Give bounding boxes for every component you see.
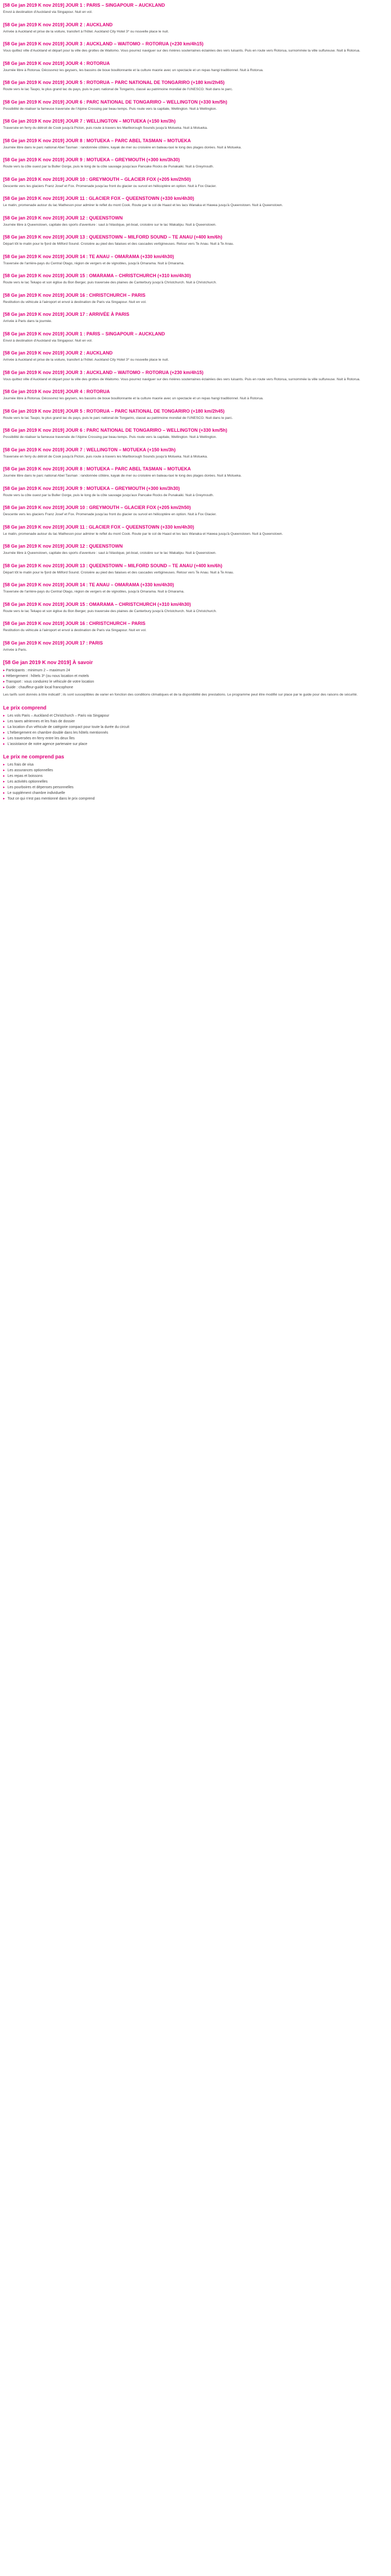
day-title: [58 Ge jan 2019 K nov 2019] JOUR 17 : PARIS	[3, 640, 103, 646]
day-title: [58 Ge jan 2019 K nov 2019] JOUR 16 : CHRISTCHURCH – PARIS	[3, 292, 145, 298]
day-title: [58 Ge jan 2019 K nov 2019] JOUR 15 : OMARAMA – CHRISTCHURCH (+310 km/4h30)	[3, 601, 191, 607]
day-block	[3, 427, 388, 440]
day-block	[3, 504, 388, 518]
list-item-text: Les frais de visa	[7, 762, 34, 767]
list-item-text: Hébergement : hôtels 3* (ou nous location et motels	[6, 674, 89, 678]
day-block	[3, 234, 388, 247]
day-block	[3, 273, 388, 286]
info-section	[3, 660, 388, 698]
day-title: [58 Ge jan 2019 K nov 2019] JOUR 13 : QUEENSTOWN – MILFORD SOUND – TE ANAU (+400 km/6h)	[3, 563, 222, 568]
day-block	[3, 331, 388, 344]
list-item-text: Guide : chauffeur-guide local francophone	[6, 686, 73, 689]
list-item	[3, 785, 388, 790]
day-block	[3, 311, 388, 325]
day-block	[3, 118, 388, 131]
list-item-text: Les vols Paris – Auckland et Christchurch – Paris via Singapour	[7, 714, 109, 718]
bullet-icon: ▸	[3, 779, 6, 784]
list-item	[3, 741, 388, 747]
bullet-icon: ▸	[3, 774, 6, 778]
bullet-icon: ▸	[3, 796, 6, 801]
day-description: Journée libre dans le parc national Abel Tasman : randonnée côtière, kayak de mer ou croisière en bateau-taxi le long des plages dorées. Nuit à Motueka.	[3, 474, 242, 478]
day-title: [58 Ge jan 2019 K nov 2019] JOUR 5 : ROTORUA – PARC NATIONAL DE TONGARIRO (+180 km/2h45)	[3, 408, 225, 414]
excludes-title: Le prix ne comprend pas	[3, 754, 64, 760]
day-description: Envol à destination d'Auckland via Singapour. Nuit en vol.	[3, 10, 93, 14]
day-title: [58 Ge jan 2019 K nov 2019] JOUR 2 : AUCKLAND	[3, 22, 113, 27]
list-item-text: La location d'un véhicule de catégorie compact pour toute la durée du circuit	[7, 725, 129, 729]
day-title: [58 Ge jan 2019 K nov 2019] JOUR 12 : QUEENSTOWN	[3, 215, 123, 221]
day-block	[3, 408, 388, 421]
day-description: Route vers le lac Tekapo et son église du Bon Berger, puis traversée des plaines de Canterbury jusqu'à Christchurch. Nuit à Christchurch.	[3, 609, 217, 613]
day-description: Arrivée à Auckland et prise de la voiture, transfert à l'hôtel. Auckland City Hotel 3* ou nouvelle place le nuit.	[3, 358, 169, 362]
day-block	[3, 41, 388, 54]
list-item-text: Les activités optionnelles	[7, 779, 48, 784]
list-item-text: Participants : minimum 2 – maximum 24	[6, 669, 70, 672]
list-item-text: L'hébergement en chambre double dans les hôtels mentionnés	[7, 731, 108, 735]
list-item-text: Les repas et boissons	[7, 774, 43, 778]
list-item-text: Transport : vous conduirez le véhicule de votre location	[6, 680, 94, 684]
info-title: [58 Ge jan 2019 K nov 2019] À savoir	[3, 660, 93, 666]
day-description: Envol à destination d'Auckland via Singapour. Nuit en vol.	[3, 338, 93, 343]
info-notes: Les tarifs sont donnés à titre indicatif ; ils sont susceptibles de varier en fonction des conditions climatiques et de la disponibilité des prestations. Le programme peut être modifié sur place par le guide pour des raisons de sécurité.	[3, 693, 358, 697]
itinerary-days	[3, 2, 388, 653]
excludes-list	[3, 762, 388, 802]
day-description: Arrivée à Auckland et prise de la voiture, transfert à l'hôtel. Auckland City Hotel 3* ou nouvelle place le nuit.	[3, 29, 169, 33]
day-block	[3, 215, 388, 228]
bullet-icon: ▸	[3, 742, 6, 746]
day-title: [58 Ge jan 2019 K nov 2019] JOUR 10 : GREYMOUTH – GLACIER FOX (+205 km/2h50)	[3, 176, 191, 182]
day-description: Route vers la côte ouest par la Buller Gorge, puis le long de la côte sauvage jusqu'aux Pancake Rocks de Punakaiki. Nuit à Greymouth.	[3, 165, 214, 168]
day-title: [58 Ge jan 2019 K nov 2019] JOUR 4 : ROTORUA	[3, 60, 110, 66]
day-description: Descente vers les glaciers Franz Josef et Fox. Promenade jusqu'au front du glacier ou survol en hélicoptère en option. Nuit à Fox Glacier.	[3, 513, 217, 516]
day-block	[3, 620, 388, 634]
bullet-icon: ▸	[3, 714, 6, 718]
list-item	[3, 730, 388, 736]
bullet-icon: ▸	[3, 762, 6, 767]
bullet-icon: ▸	[3, 768, 6, 772]
day-title: [58 Ge jan 2019 K nov 2019] JOUR 9 : MOTUEKA – GREYMOUTH (+300 km/3h30)	[3, 157, 180, 162]
day-description: Possibilité de réaliser la fameuse traversée de l'Alpine Crossing par beau temps. Puis route vers la capitale, Wellington. Nuit à Wellington.	[3, 435, 217, 439]
includes-title: Le prix comprend	[3, 705, 46, 711]
day-block	[3, 582, 388, 595]
day-description: Restitution du véhicule à l'aéroport et envol à destination de Paris via Singapour. Nuit en vol.	[3, 300, 146, 304]
day-description: Journée libre à Queenstown, capitale des sports d'aventure : saut à l'élastique, jet-boat, croisière sur le lac Wakatipu. Nuit à Queenstown.	[3, 223, 217, 227]
list-item	[3, 724, 388, 730]
bullet-icon: ▸	[3, 719, 6, 723]
day-description: Départ tôt le matin pour le fjord de Milford Sound. Croisière au pied des falaises et des cascades vertigineuses. Retour vers Te Anau. Nuit à Te Anau.	[3, 570, 234, 574]
day-block	[3, 350, 388, 363]
excludes-section	[3, 754, 388, 802]
list-item	[3, 736, 388, 741]
day-description: Le matin, promenade autour du lac Matheson pour admirer le reflet du mont Cook. Route par le col de Haast et les lacs Wanaka et Hawea jusqu'à Queenstown. Nuit à Queenstown.	[3, 532, 283, 536]
list-item	[3, 673, 388, 679]
day-description: Journée libre à Queenstown, capitale des sports d'aventure : saut à l'élastique, jet-boat, croisière sur le lac Wakatipu. Nuit à Queenstown.	[3, 551, 217, 555]
day-description: Route vers le lac Tekapo et son église du Bon Berger, puis traversée des plaines de Canterbury jusqu'à Christchurch. Nuit à Christchurch.	[3, 281, 217, 284]
day-description: Descente vers les glaciers Franz Josef et Fox. Promenade jusqu'au front du glacier ou survol en hélicoptère en option. Nuit à Fox Glacier.	[3, 184, 217, 188]
day-block	[3, 524, 388, 537]
list-item	[3, 790, 388, 796]
list-item	[3, 713, 388, 719]
day-title: [58 Ge jan 2019 K nov 2019] JOUR 15 : OMARAMA – CHRISTCHURCH (+310 km/4h30)	[3, 273, 191, 278]
day-title: [58 Ge jan 2019 K nov 2019] JOUR 17 : ARRIVÉE À PARIS	[3, 312, 129, 317]
list-item	[3, 679, 388, 685]
list-item	[3, 685, 388, 690]
day-description: Journée libre à Rotorua. Découvrez les geysers, les bassins de boue bouillonnante et la culture maorie avec un spectacle et un repas hangi traditionnel. Nuit à Rotorua.	[3, 68, 264, 72]
bullet-icon: ▸	[3, 686, 6, 689]
day-block	[3, 176, 388, 190]
day-title: [58 Ge jan 2019 K nov 2019] JOUR 7 : WELLINGTON – MOTUEKA (+150 km/3h)	[3, 447, 176, 452]
day-block	[3, 138, 388, 151]
day-description: Restitution du véhicule à l'aéroport et envol à destination de Paris via Singapour. Nuit en vol.	[3, 629, 146, 632]
day-title: [58 Ge jan 2019 K nov 2019] JOUR 3 : AUCKLAND – WAITOMO – ROTORUA (+230 km/4h15)	[3, 369, 204, 375]
day-title: [58 Ge jan 2019 K nov 2019] JOUR 7 : WELLINGTON – MOTUEKA (+150 km/3h)	[3, 118, 176, 124]
day-title: [58 Ge jan 2019 K nov 2019] JOUR 8 : MOTUEKA – PARC ABEL TASMAN – MOTUEKA	[3, 466, 191, 471]
list-item-text: Les pourboires et dépenses personnelles	[7, 785, 74, 789]
day-block	[3, 543, 388, 556]
info-list	[3, 668, 388, 690]
day-block	[3, 253, 388, 267]
list-item-text: Les traversées en ferry entre les deux îles	[7, 736, 75, 740]
day-block	[3, 369, 388, 383]
day-title: [58 Ge jan 2019 K nov 2019] JOUR 11 : GLACIER FOX – QUEENSTOWN (+330 km/4h30)	[3, 196, 194, 201]
day-title: [58 Ge jan 2019 K nov 2019] JOUR 12 : QUEENSTOWN	[3, 544, 123, 549]
day-description: Départ tôt le matin pour le fjord de Milford Sound. Croisière au pied des falaises et des cascades vertigineuses. Retour vers Te Anau. Nuit à Te Anau.	[3, 242, 234, 246]
day-title: [58 Ge jan 2019 K nov 2019] JOUR 14 : TE ANAU – OMARAMA (+330 km/4h30)	[3, 582, 174, 587]
day-title: [58 Ge jan 2019 K nov 2019] JOUR 6 : PARC NATIONAL DE TONGARIRO – WELLINGTON (+330 km/5h)	[3, 99, 227, 105]
day-description: Route vers la côte ouest par la Buller Gorge, puis le long de la côte sauvage jusqu'aux Pancake Rocks de Punakaiki. Nuit à Greymouth.	[3, 493, 214, 497]
day-title: [58 Ge jan 2019 K nov 2019] JOUR 2 : AUCKLAND	[3, 350, 113, 355]
list-item	[3, 796, 388, 802]
day-description: Le matin, promenade autour du lac Matheson pour admirer le reflet du mont Cook. Route par le col de Haast et les lacs Wanaka et Hawea jusqu'à Queenstown. Nuit à Queenstown.	[3, 204, 283, 207]
bullet-icon: ▸	[3, 785, 6, 789]
day-description: Route vers le lac Taupo, le plus grand lac du pays, puis le parc national de Tongariro, classé au patrimoine mondial de l'UNESCO. Nuit dans le parc.	[3, 416, 233, 420]
day-description: Possibilité de réaliser la fameuse traversée de l'Alpine Crossing par beau temps. Puis route vers la capitale, Wellington. Nuit à Wellington.	[3, 107, 217, 111]
day-block	[3, 157, 388, 170]
day-title: [58 Ge jan 2019 K nov 2019] JOUR 16 : CHRISTCHURCH – PARIS	[3, 621, 145, 626]
day-block	[3, 447, 388, 460]
day-block	[3, 601, 388, 615]
list-item-text: Le supplément chambre individuelle	[7, 791, 66, 795]
list-item	[3, 762, 388, 768]
bullet-icon: ▸	[3, 669, 6, 672]
list-item-text: L'assistance de notre agence partenaire sur place	[7, 742, 88, 746]
list-item	[3, 773, 388, 779]
day-title: [58 Ge jan 2019 K nov 2019] JOUR 5 : ROTORUA – PARC NATIONAL DE TONGARIRO (+180 km/2h45)	[3, 80, 225, 85]
day-description: Arrivée à Paris.	[3, 648, 27, 652]
day-description: Journée libre dans le parc national Abel Tasman : randonnée côtière, kayak de mer ou croisière en bateau-taxi le long des plages dorées. Nuit à Motueka.	[3, 145, 242, 149]
day-title: [58 Ge jan 2019 K nov 2019] JOUR 13 : QUEENSTOWN – MILFORD SOUND – TE ANAU (+400 km/6h)	[3, 234, 222, 240]
includes-list	[3, 713, 388, 747]
list-item-text: Tout ce qui n'est pas mentionné dans le prix comprend	[7, 796, 95, 801]
bullet-icon: ▸	[3, 680, 6, 684]
day-block	[3, 79, 388, 93]
day-description: Route vers le lac Taupo, le plus grand lac du pays, puis le parc national de Tongariro, classé au patrimoine mondial de l'UNESCO. Nuit dans le parc.	[3, 88, 233, 91]
bullet-icon: ▸	[3, 731, 6, 735]
day-title: [58 Ge jan 2019 K nov 2019] JOUR 11 : GLACIER FOX – QUEENSTOWN (+330 km/4h30)	[3, 524, 194, 530]
day-description: Vous quittez ville d'Auckland et départ pour la ville des grottes de Waitomo. Vous pourrez naviguer sur des rivières souterraines éclairées des vers luisants. Puis en route vers Rotorua, surnommée la ville sulfureuse. Nuit à Rotorua.	[3, 49, 361, 53]
bullet-icon: ▸	[3, 725, 6, 729]
list-item	[3, 719, 388, 724]
day-title: [58 Ge jan 2019 K nov 2019] JOUR 6 : PARC NATIONAL DE TONGARIRO – WELLINGTON (+330 km/5h)	[3, 428, 227, 433]
day-title: [58 Ge jan 2019 K nov 2019] JOUR 8 : MOTUEKA – PARC ABEL TASMAN – MOTUEKA	[3, 138, 191, 143]
day-title: [58 Ge jan 2019 K nov 2019] JOUR 9 : MOTUEKA – GREYMOUTH (+300 km/3h30)	[3, 485, 180, 491]
bullet-icon: ▸	[3, 736, 6, 740]
day-title: [58 Ge jan 2019 K nov 2019] JOUR 14 : TE ANAU – OMARAMA (+330 km/4h30)	[3, 253, 174, 259]
day-block	[3, 563, 388, 576]
day-block	[3, 195, 388, 209]
list-item	[3, 668, 388, 673]
day-description: Traversée de l'arrière-pays du Central Otago, région de vergers et de vignobles, jusqu'à Omarama. Nuit à Omarama.	[3, 590, 185, 594]
day-title: [58 Ge jan 2019 K nov 2019] JOUR 4 : ROTORUA	[3, 389, 110, 394]
bullet-icon: ▸	[3, 674, 6, 678]
day-title: [58 Ge jan 2019 K nov 2019] JOUR 1 : PARIS – SINGAPOUR – AUCKLAND	[3, 331, 165, 336]
day-description: Traversée en ferry du détroit de Cook jusqu'à Picton, puis route à travers les Marlborough Sounds jusqu'à Motueka. Nuit à Motueka.	[3, 454, 208, 459]
bullet-icon: ▸	[3, 791, 6, 795]
day-block	[3, 292, 388, 306]
day-description: Traversée en ferry du détroit de Cook jusqu'à Picton, puis route à travers les Marlborough Sounds jusqu'à Motueka. Nuit à Motueka.	[3, 126, 208, 130]
day-block	[3, 99, 388, 112]
day-block	[3, 640, 388, 653]
day-block	[3, 22, 388, 35]
day-block	[3, 60, 388, 74]
day-block	[3, 485, 388, 499]
list-item	[3, 779, 388, 785]
day-description: Arrivée à Paris dans la journée.	[3, 319, 52, 323]
day-description: Journée libre à Rotorua. Découvrez les geysers, les bassins de boue bouillonnante et la culture maorie avec un spectacle et un repas hangi traditionnel. Nuit à Rotorua.	[3, 397, 264, 400]
day-title: [58 Ge jan 2019 K nov 2019] JOUR 1 : PARIS – SINGAPOUR – AUCKLAND	[3, 3, 165, 8]
list-item	[3, 768, 388, 773]
day-description: Vous quittez ville d'Auckland et départ pour la ville des grottes de Waitomo. Vous pourrez naviguer sur des rivières souterraines éclairées des vers luisants. Puis en route vers Rotorua, surnommée la ville sulfureuse. Nuit à Rotorua.	[3, 377, 361, 381]
list-item-text: Les assurances optionnelles	[7, 768, 53, 772]
day-description: Traversée de l'arrière-pays du Central Otago, région de vergers et de vignobles, jusqu'à Omarama. Nuit à Omarama.	[3, 261, 185, 265]
day-title: [58 Ge jan 2019 K nov 2019] JOUR 3 : AUCKLAND – WAITOMO – ROTORUA (+230 km/4h15)	[3, 41, 204, 46]
day-block	[3, 466, 388, 479]
day-title: [58 Ge jan 2019 K nov 2019] JOUR 10 : GREYMOUTH – GLACIER FOX (+205 km/2h50)	[3, 505, 191, 510]
list-item-text: Les taxes aériennes et les frais de dossier	[7, 719, 75, 723]
day-block	[3, 388, 388, 402]
includes-section	[3, 705, 388, 747]
day-block	[3, 2, 388, 15]
